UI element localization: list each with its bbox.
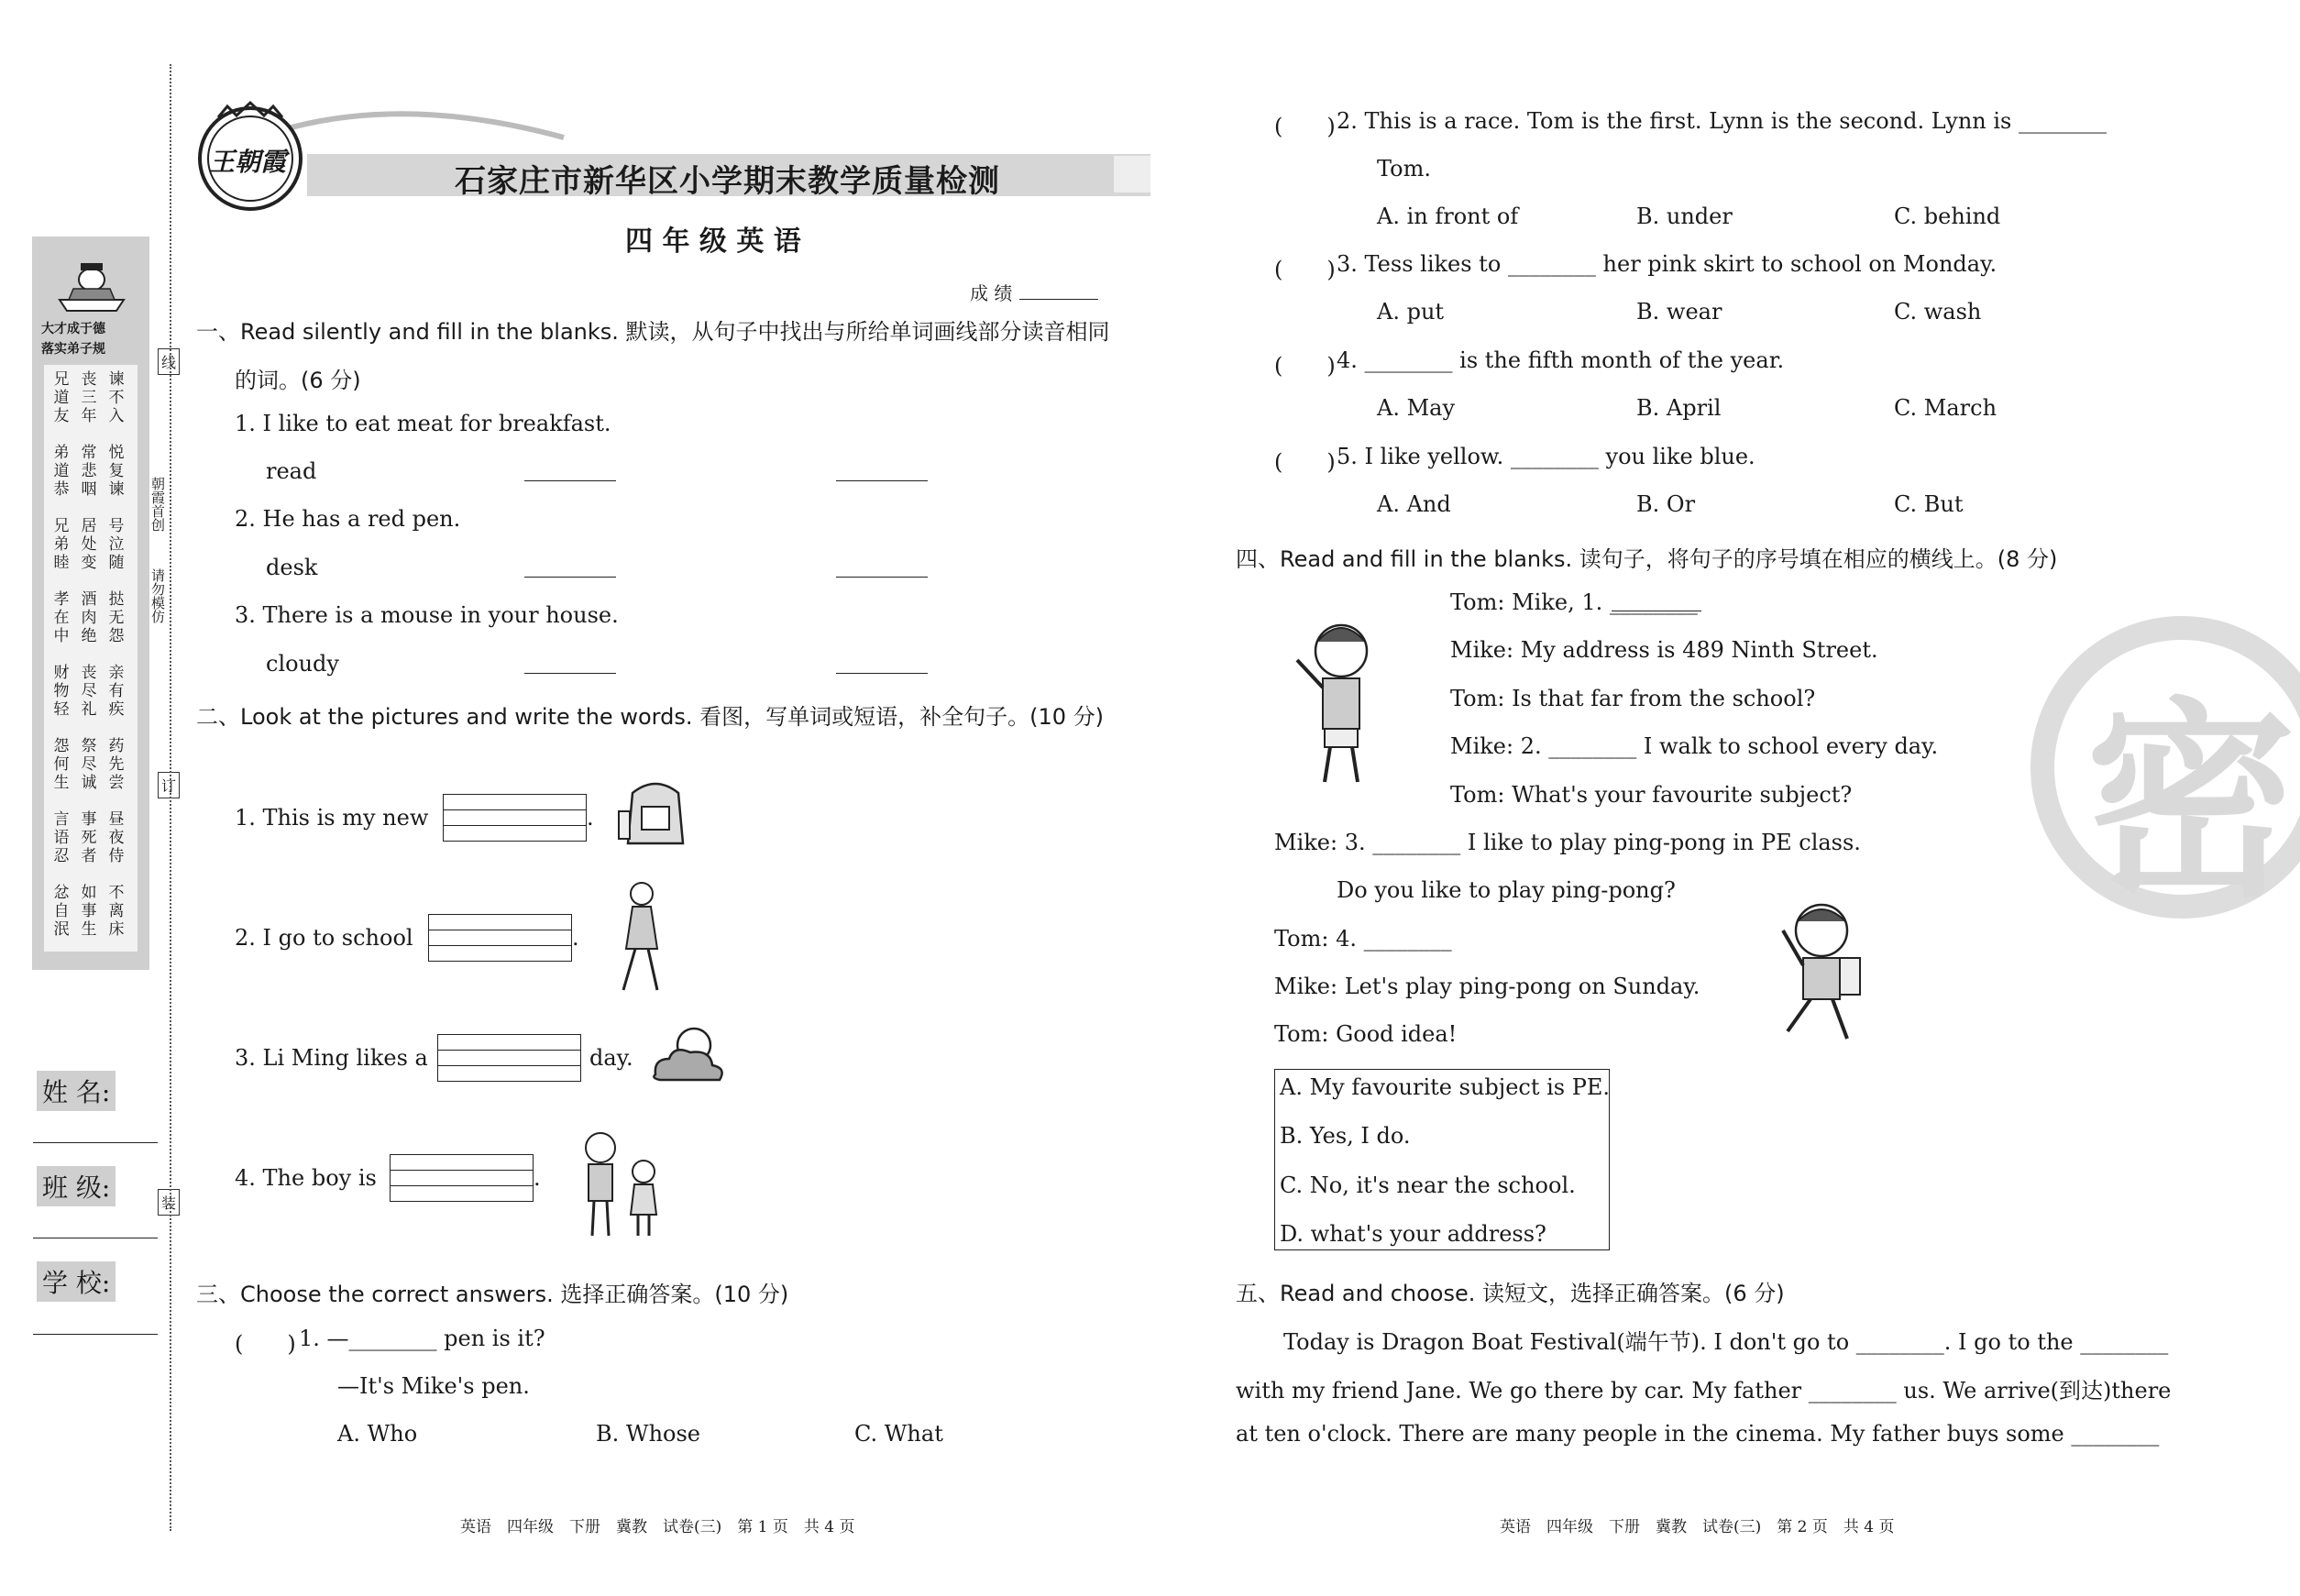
sidebar-poem-column: 如事生: [81, 884, 97, 939]
s3-question-1: 1. —________ pen is it?: [299, 1326, 545, 1351]
sidebar-motto-1: 大才成于德: [41, 322, 105, 336]
watermark-char: 密: [2085, 678, 2297, 926]
sidebar-poem-column: 悦复谏: [108, 444, 125, 499]
s3-paren-3[interactable]: ( ): [1274, 257, 1336, 282]
option-c: C. No, it's near the school.: [1280, 1172, 1576, 1198]
s3-question-4: 4. ________ is the fifth month of the year.: [1337, 347, 1785, 373]
binding-mark-zhuang: 装: [158, 1189, 180, 1216]
s2-writing-lines-2[interactable]: [428, 914, 572, 962]
s2-item-4-end: .: [534, 1165, 541, 1191]
sidebar-poem-column: 祭尽诚: [81, 737, 97, 792]
s3-option-1c: C. What: [854, 1421, 943, 1447]
s3-option-4b: B. April: [1636, 395, 1722, 421]
s2-writing-lines-4[interactable]: [390, 1154, 534, 1202]
dialogue-line-2: Mike: My address is 489 Ninth Street.: [1450, 637, 1878, 663]
s2-item-2: 2. I go to school: [235, 925, 413, 951]
dialogue-line-4: Mike: 2. ________ I walk to school every day.: [1450, 733, 1939, 759]
boy-with-backpack-icon: [1765, 894, 1879, 1045]
s3-option-2b: B. under: [1636, 204, 1733, 229]
option-d: D. what's your address?: [1280, 1221, 1546, 1247]
s3-option-4c: C. March: [1894, 395, 1997, 421]
s2-writing-lines-3[interactable]: [437, 1034, 581, 1082]
footer-left: 英语 四年级 下册 冀教 试卷(三) 第 1 页 共 4 页: [460, 1518, 855, 1536]
dialogue-line-3: Tom: Is that far from the school?: [1450, 686, 1816, 711]
s3-option-3b: B. wear: [1636, 299, 1722, 325]
boy-waving-icon: [1288, 610, 1389, 788]
sidebar-poem-column: 居处变: [81, 517, 97, 572]
s3-option-5b: B. Or: [1636, 491, 1696, 517]
s1-blank-1b[interactable]: [836, 480, 928, 481]
binding-dotted-line: [170, 64, 171, 1531]
exam-subtitle: 四 年 级 英 语: [625, 226, 801, 258]
s1-word-2: desk: [266, 555, 318, 580]
s1-word-3: cloudy: [266, 651, 339, 677]
dialogue-line-1: Tom: Mike, 1. ________: [1450, 589, 1698, 615]
sidebar-poem-column: 事死者: [81, 810, 97, 865]
section1-heading: 一、Read silently and fill in the blanks. 默读，从句子中找出与所给单词画线部分读音相同: [196, 319, 1110, 345]
name-field[interactable]: [33, 1142, 158, 1143]
sidebar-poem-column: 常悲咽: [81, 444, 97, 499]
section2-heading: 二、Look at the pictures and write the words. 看图，写单词或短语，补全句子。(10 分): [196, 704, 1104, 730]
s3-question-5: 5. I like yellow. ________ you like blue.: [1337, 444, 1755, 469]
scholar-illustration: [50, 243, 133, 316]
passage-line-2: with my friend Jane. We go there by car. My father ________ us. We arrive(到达)there: [1236, 1378, 2172, 1403]
passage-line-3: at ten o'clock. There are many people in the cinema. My father buys some ________: [1236, 1421, 2160, 1447]
class-label: 班 级:: [37, 1166, 116, 1206]
sidebar-poem-column: 亲有疾: [108, 664, 125, 719]
s1-blank-1a[interactable]: [524, 480, 616, 481]
s3-question-3: 3. Tess likes to ________ her pink skirt to school on Monday.: [1337, 251, 1997, 277]
dialogue-line-9: Mike: Let's play ping-pong on Sunday.: [1274, 974, 1700, 999]
s3-option-2c: C. behind: [1894, 204, 2001, 229]
s1-question-1: 1. I like to eat meat for breakfast.: [235, 411, 611, 436]
s3-option-5c: C. But: [1894, 491, 1964, 517]
dialogue-line-8: Tom: 4. ________: [1274, 926, 1452, 952]
s3-option-1a: A. Who: [337, 1421, 418, 1447]
sidebar-poem-column: 不离床: [108, 884, 125, 939]
s2-item-1-end: .: [587, 805, 594, 831]
name-label: 姓 名:: [37, 1071, 116, 1111]
sidebar-poem-column: 兄弟睦: [53, 517, 70, 572]
section4-heading: 四、Read and fill in the blanks. 读句子，将句子的序号填在相应的横线上。(8 分): [1236, 546, 2058, 572]
s3-option-3c: C. wash: [1894, 299, 1982, 325]
sidebar-poem-column: 孝在中: [53, 590, 70, 645]
s3-option-3a: A. put: [1377, 299, 1445, 325]
score-field[interactable]: [1019, 299, 1098, 300]
s3-paren-2[interactable]: ( ): [1274, 114, 1336, 139]
s3-option-2a: A. in front of: [1377, 204, 1519, 229]
s1-blank-2a[interactable]: [524, 577, 616, 578]
boy-and-girl-icon: [568, 1128, 669, 1242]
binding-note-1: 朝霞首创: [149, 477, 166, 532]
s2-item-2-end: .: [572, 925, 579, 951]
sidebar-poem-column: 谏不入: [108, 370, 125, 425]
dialogue-line-7: Do you like to play ping-pong?: [1337, 877, 1676, 903]
s3-question-2: 2. This is a race. Tom is the first. Lynn is the second. Lynn is ________: [1337, 108, 2107, 134]
passage-line-1: Today is Dragon Boat Festival(端午节). I don't go to ________. I go to the ________: [1283, 1329, 2169, 1355]
footer-right: 英语 四年级 下册 冀教 试卷(三) 第 2 页 共 4 页: [1500, 1518, 1895, 1536]
s3-option-4a: A. May: [1377, 395, 1456, 421]
sidebar-poem-column: 怨何生: [53, 737, 70, 792]
walking-girl-icon: [600, 875, 674, 999]
sidebar-poem-column: 兄道友: [53, 370, 70, 425]
sidebar-poem-column: 忿自泯: [53, 884, 70, 939]
school-label: 学 校:: [37, 1261, 116, 1302]
sidebar-poem-column: 财物轻: [53, 664, 70, 719]
binding-mark-ding: 订: [158, 772, 180, 798]
option-a: A. My favourite subject is PE.: [1280, 1074, 1611, 1100]
sidebar-poem-column: 药先尝: [108, 737, 125, 792]
s3-paren-4[interactable]: ( ): [1274, 353, 1336, 379]
s3-paren-1[interactable]: ( ): [235, 1331, 296, 1357]
s3-option-1b: B. Whose: [596, 1421, 700, 1447]
s2-item-4: 4. The boy is: [235, 1165, 377, 1191]
score-label: 成 绩: [970, 282, 1013, 304]
sidebar-motto-2: 落实弟子规: [41, 342, 105, 357]
binding-note-2: 请勿模仿: [149, 568, 166, 623]
s1-question-2: 2. He has a red pen.: [235, 506, 461, 532]
sidebar-poem-column: 言语忍: [53, 810, 70, 865]
dialogue-line-6: Mike: 3. ________ I like to play ping-pong in PE class.: [1274, 830, 1861, 855]
dialogue-line-10: Tom: Good idea!: [1274, 1021, 1458, 1047]
dialogue-line-5: Tom: What's your favourite subject?: [1450, 782, 1853, 808]
sidebar-poem-column: 弟道恭: [53, 444, 70, 499]
sun-cloud-icon: [646, 1018, 729, 1091]
schoolbag-icon: [610, 779, 701, 853]
s2-item-3: 3. Li Ming likes a: [235, 1045, 428, 1071]
s1-question-3: 3. There is a mouse in your house.: [235, 602, 619, 628]
option-b: B. Yes, I do.: [1280, 1123, 1411, 1149]
s2-item-3-end: day.: [589, 1045, 633, 1071]
school-field[interactable]: [33, 1334, 158, 1335]
section3-heading: 三、Choose the correct answers. 选择正确答案。(10 分): [196, 1282, 789, 1307]
sidebar-poem-column: 酒肉绝: [81, 590, 97, 645]
sidebar-poem-column: 丧尽礼: [81, 664, 97, 719]
s1-word-1: read: [266, 458, 317, 484]
sidebar-poem-column: 昼夜侍: [108, 810, 125, 865]
s1-blank-2b[interactable]: [836, 577, 928, 578]
sidebar-poem-column: 号泣随: [108, 517, 125, 572]
section1-heading-2: 的词。(6 分): [235, 368, 361, 393]
s2-writing-lines-1[interactable]: [443, 794, 587, 842]
exam-title: 石家庄市新华区小学期末教学质量检测: [455, 163, 1000, 200]
s3-question-1-line2: —It's Mike's pen.: [337, 1373, 530, 1399]
s1-blank-3b[interactable]: [836, 673, 928, 674]
sidebar-poem-column: 挞无怨: [108, 590, 125, 645]
s1-blank-3a[interactable]: [524, 673, 616, 674]
section5-heading: 五、Read and choose. 读短文，选择正确答案。(6 分): [1236, 1281, 1785, 1306]
s3-question-2-line2: Tom.: [1377, 156, 1431, 182]
s2-item-1: 1. This is my new: [235, 805, 429, 831]
s3-paren-5[interactable]: ( ): [1274, 449, 1336, 475]
sidebar-poem-column: 丧三年: [81, 370, 97, 425]
binding-mark-line: 线: [158, 348, 180, 375]
s3-option-5a: A. And: [1377, 491, 1451, 517]
logo-text: 王朝霞: [209, 147, 287, 177]
